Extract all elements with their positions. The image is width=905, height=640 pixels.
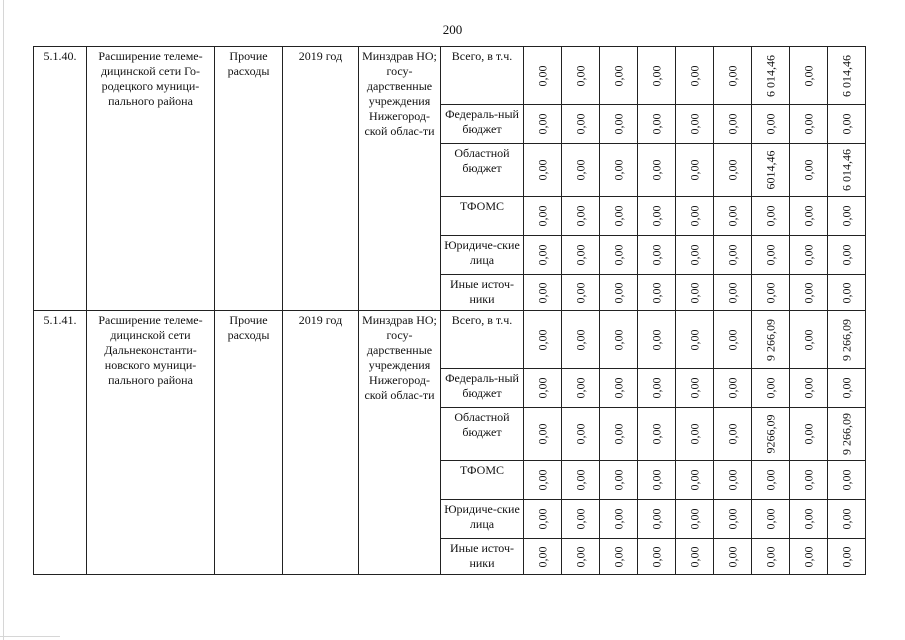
amount-value: 0,00 — [725, 329, 739, 350]
amount-value: 0,00 — [573, 282, 587, 303]
amount-value: 0,00 — [839, 508, 853, 530]
amount-value: 0,00 — [611, 205, 625, 227]
amount-value: 0,00 — [801, 65, 815, 86]
amount-value: 0,00 — [573, 423, 587, 445]
amount-cell — [714, 105, 752, 144]
amount-cell — [676, 539, 714, 575]
amount-cell — [752, 236, 790, 275]
amount-value: 0,00 — [801, 508, 815, 530]
amount-cell — [828, 236, 866, 275]
amount-value: 0,00 — [611, 508, 625, 530]
amount-cell — [828, 47, 866, 105]
amount-cell — [828, 408, 866, 461]
amount-value: 0,00 — [573, 159, 587, 181]
amount-cell — [638, 311, 676, 369]
project-name: Расширение телеме-дицинской сети Го-родецкого муници-пального района — [87, 47, 215, 311]
amount-cell — [790, 408, 828, 461]
amount-cell — [524, 311, 562, 369]
amount-value: 0,00 — [535, 113, 549, 135]
amount-value: 0,00 — [611, 244, 625, 266]
amount-cell — [790, 311, 828, 369]
amount-value: 0,00 — [611, 329, 625, 350]
amount-cell — [790, 369, 828, 408]
amount-value: 9 266,09 — [839, 413, 853, 455]
funding-source: Федераль-ный бюджет — [441, 105, 524, 144]
amount-cell — [562, 197, 600, 236]
table-row — [34, 311, 866, 369]
amount-value: 0,00 — [839, 244, 853, 266]
amount-value: 0,00 — [839, 205, 853, 227]
amount-cell — [714, 275, 752, 311]
amount-value: 0,00 — [763, 282, 777, 303]
amount-cell — [714, 539, 752, 575]
amount-value: 0,00 — [801, 377, 815, 399]
amount-cell — [600, 539, 638, 575]
amount-value: 0,00 — [535, 282, 549, 303]
amount-value: 0,00 — [801, 282, 815, 303]
amount-cell — [562, 500, 600, 539]
amount-value: 0,00 — [725, 113, 739, 135]
amount-cell — [676, 408, 714, 461]
amount-value: 0,00 — [801, 329, 815, 350]
amount-cell — [714, 500, 752, 539]
amount-cell — [752, 47, 790, 105]
project-code: 5.1.40. — [34, 47, 87, 311]
amount-cell — [600, 461, 638, 500]
amount-value: 0,00 — [687, 205, 701, 227]
amount-value: 0,00 — [801, 205, 815, 227]
funding-source: Всего, в т.ч. — [441, 311, 524, 369]
table-row — [34, 47, 866, 105]
funding-source: ТФОМС — [441, 197, 524, 236]
amount-cell — [790, 197, 828, 236]
amount-value: 0,00 — [535, 159, 549, 181]
amount-cell — [600, 47, 638, 105]
amount-value: 0,00 — [535, 377, 549, 399]
amount-cell — [752, 197, 790, 236]
amount-value: 0,00 — [725, 282, 739, 303]
funding-source: Всего, в т.ч. — [441, 47, 524, 105]
amount-value: 0,00 — [573, 377, 587, 399]
funding-source: Областной бюджет — [441, 408, 524, 461]
amount-cell — [752, 461, 790, 500]
amount-value: 0,00 — [839, 546, 853, 567]
amount-cell — [638, 47, 676, 105]
amount-value: 0,00 — [611, 65, 625, 86]
amount-cell — [714, 408, 752, 461]
project-year: 2019 год — [283, 47, 359, 311]
amount-cell — [828, 105, 866, 144]
amount-value: 0,00 — [535, 469, 549, 491]
amount-value: 0,00 — [611, 159, 625, 181]
amount-value: 0,00 — [649, 377, 663, 399]
amount-cell — [790, 144, 828, 197]
amount-value: 0,00 — [725, 65, 739, 86]
funding-source: Областной бюджет — [441, 144, 524, 197]
project-executor: Минздрав НО; госу-дарственные учреждения Нижегород-ской облас-ти — [359, 311, 441, 575]
amount-cell — [752, 500, 790, 539]
amount-cell — [676, 105, 714, 144]
funding-source: Федераль-ный бюджет — [441, 369, 524, 408]
amount-value: 0,00 — [763, 546, 777, 567]
amount-value: 0,00 — [725, 244, 739, 266]
amount-cell — [524, 47, 562, 105]
budget-table — [33, 46, 866, 575]
amount-cell — [790, 461, 828, 500]
amount-cell — [790, 105, 828, 144]
amount-cell — [562, 311, 600, 369]
amount-value: 6 014,46 — [839, 149, 853, 191]
funding-source: Иные источ-ники — [441, 275, 524, 311]
amount-value: 0,00 — [801, 423, 815, 445]
amount-cell — [638, 539, 676, 575]
funding-source: ТФОМС — [441, 461, 524, 500]
amount-cell — [600, 500, 638, 539]
amount-cell — [752, 369, 790, 408]
amount-cell — [638, 197, 676, 236]
amount-cell — [714, 311, 752, 369]
amount-cell — [524, 236, 562, 275]
amount-value: 0,00 — [649, 469, 663, 491]
amount-cell — [638, 500, 676, 539]
amount-value: 0,00 — [725, 159, 739, 181]
amount-value: 0,00 — [687, 329, 701, 350]
amount-cell — [562, 369, 600, 408]
amount-cell — [562, 47, 600, 105]
project-name: Расширение телеме-дицинской сети Дальнеконстанти-новского муници-пального района — [87, 311, 215, 575]
amount-cell — [562, 408, 600, 461]
amount-cell — [714, 47, 752, 105]
amount-value: 0,00 — [573, 469, 587, 491]
amount-value: 0,00 — [725, 423, 739, 445]
amount-cell — [676, 500, 714, 539]
amount-value: 0,00 — [573, 329, 587, 350]
amount-value: 0,00 — [535, 508, 549, 530]
amount-cell — [600, 369, 638, 408]
amount-cell — [524, 539, 562, 575]
amount-value: 0,00 — [649, 508, 663, 530]
amount-value: 0,00 — [611, 113, 625, 135]
amount-cell — [714, 369, 752, 408]
amount-value: 0,00 — [535, 205, 549, 227]
amount-cell — [562, 105, 600, 144]
amount-value: 0,00 — [687, 282, 701, 303]
amount-value: 0,00 — [611, 546, 625, 567]
amount-cell — [562, 539, 600, 575]
amount-value: 0,00 — [763, 469, 777, 491]
amount-cell — [524, 105, 562, 144]
amount-cell — [524, 408, 562, 461]
amount-value: 0,00 — [649, 205, 663, 227]
amount-value: 0,00 — [687, 508, 701, 530]
amount-cell — [676, 236, 714, 275]
amount-value: 0,00 — [801, 244, 815, 266]
amount-cell — [676, 275, 714, 311]
amount-value: 0,00 — [573, 65, 587, 86]
amount-value: 0,00 — [649, 546, 663, 567]
amount-cell — [676, 197, 714, 236]
amount-cell — [714, 197, 752, 236]
amount-value: 0,00 — [535, 65, 549, 86]
amount-cell — [524, 144, 562, 197]
amount-cell — [790, 236, 828, 275]
amount-cell — [600, 275, 638, 311]
amount-value: 0,00 — [725, 546, 739, 567]
amount-cell — [790, 47, 828, 105]
amount-value: 0,00 — [801, 469, 815, 491]
amount-value: 0,00 — [611, 377, 625, 399]
project-code: 5.1.41. — [34, 311, 87, 575]
amount-value: 0,00 — [763, 508, 777, 530]
amount-value: 6 014,46 — [763, 54, 777, 97]
amount-value: 0,00 — [687, 423, 701, 445]
amount-cell — [600, 408, 638, 461]
amount-cell — [524, 197, 562, 236]
amount-value: 0,00 — [611, 282, 625, 303]
amount-value: 0,00 — [687, 65, 701, 86]
amount-value: 9 266,09 — [763, 318, 777, 361]
amount-cell — [752, 408, 790, 461]
amount-cell — [676, 461, 714, 500]
amount-cell — [752, 311, 790, 369]
amount-cell — [600, 144, 638, 197]
amount-cell — [752, 105, 790, 144]
amount-value: 0,00 — [725, 469, 739, 491]
amount-value: 0,00 — [573, 205, 587, 227]
amount-value: 0,00 — [725, 205, 739, 227]
amount-value: 0,00 — [725, 508, 739, 530]
amount-cell — [752, 275, 790, 311]
amount-cell — [790, 275, 828, 311]
amount-value: 0,00 — [763, 113, 777, 135]
amount-cell — [562, 144, 600, 197]
amount-value: 0,00 — [687, 159, 701, 181]
amount-cell — [600, 197, 638, 236]
amount-cell — [638, 236, 676, 275]
amount-cell — [676, 144, 714, 197]
amount-cell — [676, 369, 714, 408]
amount-value: 0,00 — [687, 469, 701, 491]
amount-cell — [828, 369, 866, 408]
amount-cell — [638, 144, 676, 197]
amount-cell — [600, 236, 638, 275]
amount-value: 0,00 — [649, 244, 663, 266]
amount-value: 6 014,46 — [839, 54, 853, 97]
funding-source: Иные источ-ники — [441, 539, 524, 575]
amount-cell — [562, 461, 600, 500]
project-category: Прочие расходы — [215, 47, 283, 311]
amount-cell — [714, 461, 752, 500]
amount-cell — [828, 461, 866, 500]
amount-cell — [828, 539, 866, 575]
amount-cell — [638, 105, 676, 144]
amount-cell — [752, 539, 790, 575]
amount-value: 0,00 — [839, 282, 853, 303]
amount-value: 0,00 — [763, 205, 777, 227]
project-executor: Минздрав НО; госу-дарственные учреждения Нижегород-ской облас-ти — [359, 47, 441, 311]
project-category: Прочие расходы — [215, 311, 283, 575]
amount-value: 0,00 — [839, 113, 853, 135]
amount-value: 0,00 — [573, 546, 587, 567]
amount-cell — [790, 500, 828, 539]
amount-value: 0,00 — [801, 546, 815, 567]
amount-cell — [638, 275, 676, 311]
project-year: 2019 год — [283, 311, 359, 575]
amount-value: 0,00 — [649, 423, 663, 445]
amount-cell — [562, 275, 600, 311]
amount-value: 0,00 — [687, 244, 701, 266]
funding-source: Юридиче-ские лица — [441, 500, 524, 539]
amount-value: 0,00 — [611, 423, 625, 445]
amount-cell — [524, 275, 562, 311]
amount-value: 9 266,09 — [839, 318, 853, 361]
amount-cell — [562, 236, 600, 275]
amount-value: 0,00 — [801, 113, 815, 135]
amount-value: 0,00 — [725, 377, 739, 399]
amount-cell — [676, 47, 714, 105]
amount-cell — [600, 311, 638, 369]
amount-value: 0,00 — [573, 244, 587, 266]
amount-value: 6014,46 — [763, 150, 777, 190]
amount-cell — [828, 311, 866, 369]
amount-cell — [790, 539, 828, 575]
amount-cell — [828, 144, 866, 197]
funding-source: Юридиче-ские лица — [441, 236, 524, 275]
amount-value: 0,00 — [839, 469, 853, 491]
amount-cell — [638, 461, 676, 500]
amount-value: 0,00 — [839, 377, 853, 399]
amount-value: 0,00 — [649, 113, 663, 135]
amount-cell — [676, 311, 714, 369]
amount-value: 0,00 — [535, 546, 549, 567]
amount-value: 0,00 — [649, 282, 663, 303]
amount-cell — [600, 105, 638, 144]
amount-value: 0,00 — [535, 423, 549, 445]
amount-value: 0,00 — [687, 113, 701, 135]
amount-value: 0,00 — [535, 244, 549, 266]
amount-value: 0,00 — [535, 329, 549, 350]
amount-cell — [524, 500, 562, 539]
amount-value: 0,00 — [687, 546, 701, 567]
amount-value: 0,00 — [573, 508, 587, 530]
amount-cell — [828, 500, 866, 539]
amount-value: 0,00 — [611, 469, 625, 491]
amount-cell — [524, 369, 562, 408]
amount-value: 9266,09 — [763, 414, 777, 454]
amount-cell — [828, 197, 866, 236]
amount-cell — [752, 144, 790, 197]
page-number: 200 — [442, 22, 463, 37]
amount-cell — [714, 144, 752, 197]
amount-value: 0,00 — [763, 377, 777, 399]
amount-value: 0,00 — [801, 159, 815, 181]
amount-value: 0,00 — [649, 159, 663, 181]
amount-value: 0,00 — [649, 65, 663, 86]
amount-cell — [638, 369, 676, 408]
amount-value: 0,00 — [573, 113, 587, 135]
amount-value: 0,00 — [687, 377, 701, 399]
amount-value: 0,00 — [649, 329, 663, 350]
amount-cell — [638, 408, 676, 461]
amount-cell — [828, 275, 866, 311]
amount-cell — [524, 461, 562, 500]
amount-value: 0,00 — [763, 244, 777, 266]
amount-cell — [714, 236, 752, 275]
